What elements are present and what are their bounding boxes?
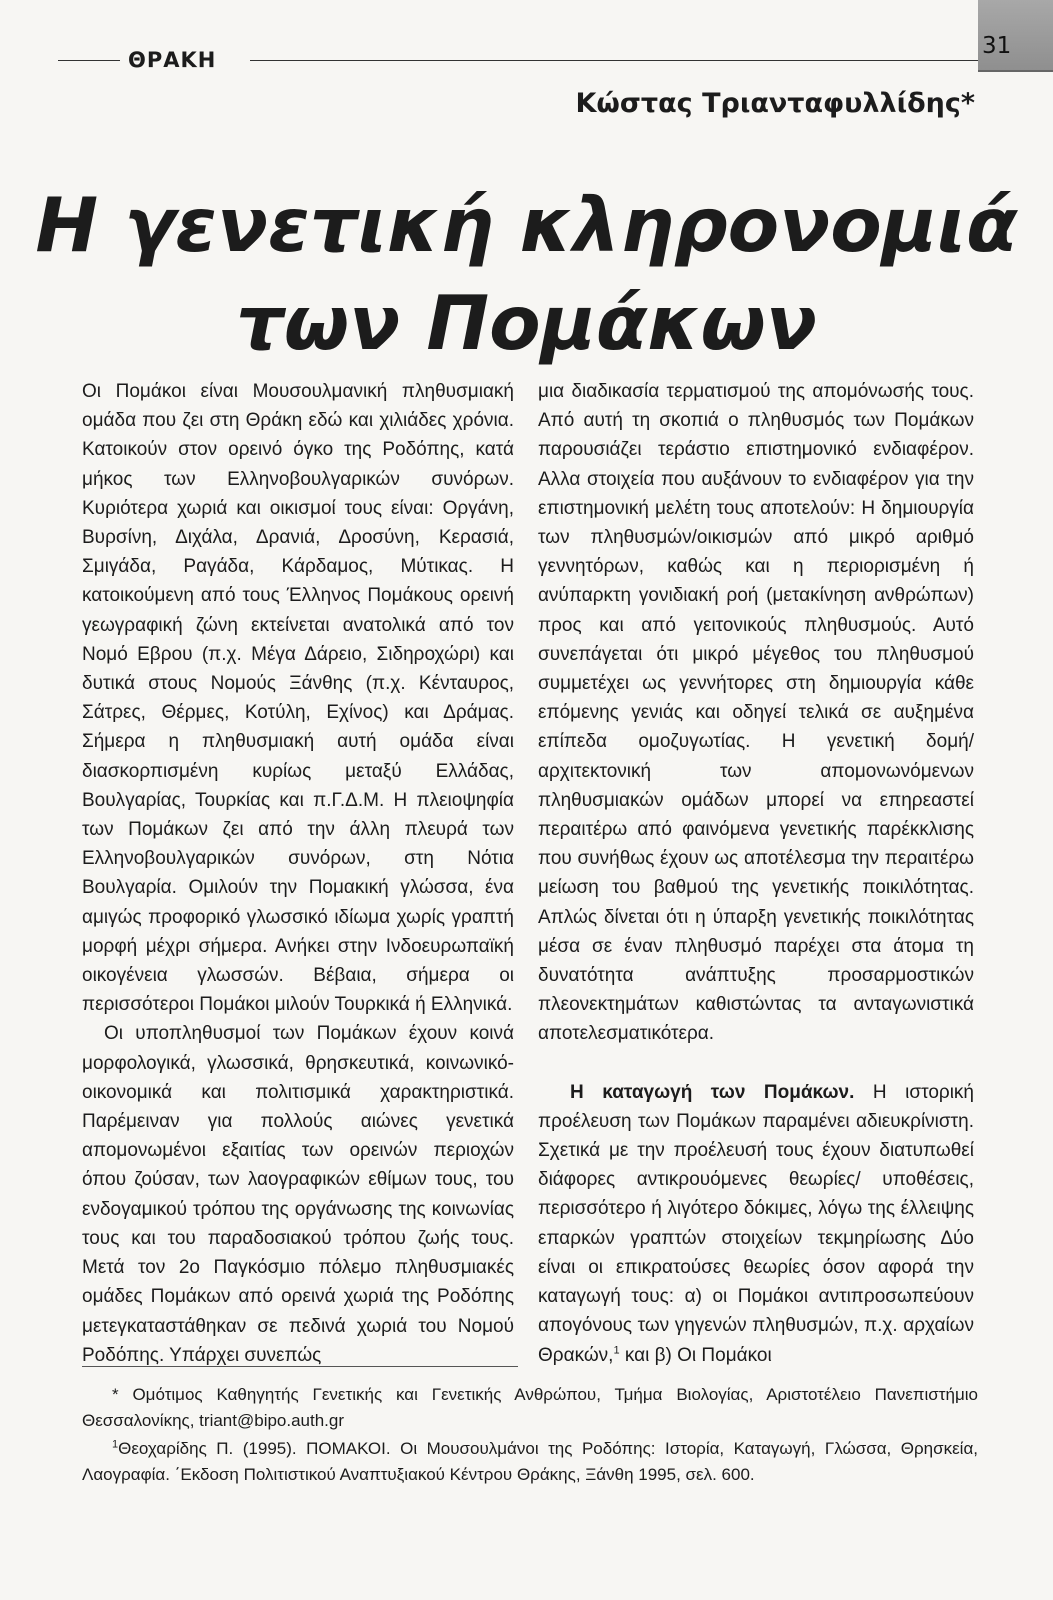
footnote-text: Θεοχαρίδης Π. (1995). ΠΟΜΑΚΟΙ. Οι Μουσουλμάνοι της Ροδόπης: Ιστορία, Καταγωγή, Γλώσσα, Θρησκεία, Λαογραφία. ΄Εκδοση Πολιτιστικού Αναπτυξιακού Κέντρου Θράκης, Ξάνθη 1995, σελ. 600. [82, 1439, 978, 1484]
page-number: 31 [982, 33, 1012, 59]
footnote-1 [82, 1436, 978, 1488]
footnote-rule [82, 1366, 518, 1367]
title-line-2: των Πομάκων [236, 279, 817, 367]
article-author: Κώστας Τριανταφυλλίδης* [575, 88, 975, 119]
section-text-end: και β) Οι Πομάκοι [619, 1344, 772, 1366]
column-left [82, 377, 514, 1370]
header-rule-left [58, 60, 120, 61]
running-head: ΘΡΑΚΗ [128, 48, 217, 72]
page-number-tab [978, 0, 1053, 72]
author-footnote: * Ομότιμος Καθηγητής Γενετικής και Γενετικής Ανθρώπου, Τμήμα Βιολογίας, Αριστοτέλειο Πανεπιστήμιο Θεσσαλονίκης, triant@bipo.auth.gr [82, 1385, 978, 1430]
footnotes [82, 1382, 978, 1490]
article-title [0, 176, 1053, 372]
body-paragraph: Οι Πομάκοι είναι Μουσουλμανική πληθυσμιακή ομάδα που ζει στη Θράκη εδώ και χιλιάδες χρόνια. Κατοικούν στον ορεινό όγκο της Ροδόπης, κατά μήκος των Ελληνοβουλγαρικών συνόρων. Κυριότερα χωριά και οικισμοί τους είναι: Οργάνη, Βυρσίνη, Διχάλα, Δρανιά, Δροσύνη, Κερασιά, Σμιγάδα, Ραγάδα, Κάρδαμος, Μύτικας. Η κατοικούμενη από τους Έλληνος Πομάκους ορεινή γεωγραφική ζώνη εκτείνεται ανατολικά από τον Νομό Εβρου (π.χ. Μέγα Δάρειο, Σιδηροχώρι) και δυτικά στους Νομούς Ξάνθης (π.χ. Κένταυρος, Σάτρες, Θέρμες, Κοτύλη, Εχίνος) και Δράμας. Σήμερα η πληθυσμιακή αυτή ομάδα είναι διασκορπισμένη κυρίως μεταξύ Ελλάδας, Βουλγαρίας, Τουρκίας και π.Γ.Δ.Μ. Η πλειοψηφία των Πομάκων ζει από την άλλη πλευρά των Ελληνοβουλγαρικών συνόρων, στη Νότια Βουλγαρία. Ομιλούν την Πομακική γλώσσα, ένα αμιγώς προφορικό γλωσσικό ιδίωμα χωρίς γραπτή μορφή μέχρι σήμερα. Ανήκει στην Ινδοευρωπαϊκή οικογένεια γλωσσών. Βέβαια, σήμερα οι περισσότεροι Πομάκοι μιλούν Τουρκικά ή Ελληνικά. [82, 381, 514, 1016]
body-paragraph: Οι υποπληθυσμοί των Πομάκων έχουν κοινά μορφολογικά, γλωσσικά, θρησκευτικά, κοινωνικό-οικονομικά και πολιτισμικά χαρακτηριστικά. Παρέμειναν για πολλούς αιώνες γενετικά απομονωμένοι εξαιτίας των ορεινών περιοχών όπου ζούσαν, των λαογραφικών εθίμων τους, του ενδογαμικού τρόπου της οργάνωσης της κοινωνίας τους και του παραδοσιακού τρόπου ζωής τους. Μετά τον 2ο Παγκόσμιο πόλεμο πληθυσμιακές ομάδες Πομάκων από ορεινά χωριά της Ροδόπης μετεγκαταστάθηκαν σε πεδινά χωριά του Νομού Ροδόπης. Υπάρχει συνεπώς [82, 1023, 514, 1366]
footnote-reference: 1 [613, 1344, 620, 1357]
header-rule-right [250, 60, 978, 61]
column-right [538, 377, 974, 1370]
section-heading: Η καταγωγή των Πομάκων. [570, 1081, 855, 1103]
section-text: Η ιστορική προέλευση των Πομάκων παραμένει αδιευκρίνιστη. Σχετικά με την προέλευσή τους έχουν διατυπωθεί διάφορες αντικρουόμενες θεωρίες/ υποθέσεις, περισσότερο ή λιγότερο δόκιμες, λόγω της έλλειψης επαρκών γραπτών στοιχείων τεκμηρίωσης Δύο είναι οι επικρατούσες θεωρίες όσον αφορά την καταγωγή τους: α) οι Πομάκοι αντιπροσωπεύουν απογόνους των γηγενών πληθυσμών, π.χ. αρχαίων Θρακών, [538, 1081, 974, 1366]
section-paragraph [538, 1078, 974, 1370]
title-line-1: Η γενετική κληρονομιά [35, 181, 1018, 269]
body-paragraph: μια διαδικασία τερματισμού της απομόνωσής τους. Από αυτή τη σκοπιά ο πληθυσμός των Πομάκων παρουσιάζει τεράστιο επιστημονικό ενδιαφέρον. Αλλα στοιχεία που αυξάνουν το ενδιαφέρον για την επιστημονική μελέτη τους αποτελούν: Η δημιουργία των πληθυσμών/οικισμών από μικρό αριθμό γεννητόρων, καθώς και η περιορισμένη ή ανύπαρκτη γονιδιακή ροή (μετακίνηση ανθρώπων) προς και από γειτονικούς πληθυσμούς. Αυτό συνεπάγεται ότι μικρό μέγεθος του πληθυσμού συμμετέχει ως γεννήτορες στη δημιουργία κάθε επόμενης γενιάς και οδηγεί τελικά σε αυξημένα επίπεδα ομοζυγωτίας. Η γενετική δομή/αρχιτεκτονική των απομονωνόμενων πληθυσμιακών ομάδων μπορεί να επηρεαστεί περαιτέρω από φαινόμενα γενετικής παρέκκλισης που συνήθως έχουν ως αποτέλεσμα την περαιτέρω μείωση του βαθμού της γενετικής ποικιλότητας. Απλώς δίνεται ότι η ύπαρξη γενετικής ποικιλότητας μέσα σε έναν πληθυσμό παρέχει στα άτομα τη δυνατότητα ανάπτυξης προσαρμοστικών πλεονεκτημάτων καθιστώντας τα ανταγωνιστικά αποτελεσματικότερα. [538, 381, 974, 1045]
footnote-marker: 1 [112, 1438, 119, 1451]
